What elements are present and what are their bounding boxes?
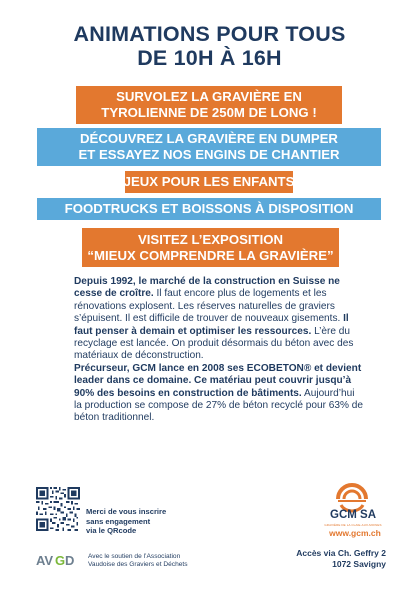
banner-foodtrucks-line-1: FOODTRUCKS ET BOISSONS À DISPOSITION [64, 201, 354, 216]
access-address [296, 548, 386, 570]
banner-dumper-line-1: DÉCOUVREZ LA GRAVIÈRE EN DUMPER [80, 131, 338, 146]
title-line-1: ANIMATIONS POUR TOUS [73, 22, 346, 46]
svg-text:G: G [55, 553, 66, 567]
body-p2-rest: Aujourd’hui la production se compose de 27% de béton recyclé pour 63% de béton traditionnel. [74, 387, 363, 424]
access-line-1: Accès via Ch. Geffry 2 [296, 548, 386, 558]
banner-exhibition-line-1: VISITEZ L’EXPOSITION [137, 231, 284, 247]
gcm-company-name: GCM SA [330, 509, 376, 521]
gcm-website-link[interactable]: www.gcm.ch [329, 528, 381, 538]
banner-kids-games-line-1: JEUX POUR LES ENFANTS [123, 174, 295, 189]
avgd-caption [88, 553, 248, 570]
qr-caption-line-1: Merci de vous inscrire [86, 507, 167, 516]
avgd-caption-line-2: Vaudoise des Graviers et Déchets [88, 561, 188, 569]
banner-zipline [76, 86, 342, 124]
banner-dumper-line-2: ET ESSAYEZ NOS ENGINS DE CHANTIER [78, 147, 340, 162]
qr-code[interactable] [36, 487, 80, 531]
body-p1-bold-2: Il faut penser à demain et optimiser les ressources. [74, 313, 349, 337]
banner-kids-games [125, 171, 293, 193]
body-p2-bold: Précurseur, GCM lance en 2008 ses ECOBETON® et devient leader dans ce domaine. Ce matériau peut couvrir jusqu’à 90% des besoins en construction de bâtiments. [74, 362, 362, 399]
body-p1-rest: Il faut encore plus de logements et les rénovations explosent. Les réserves naturelles de graviers s’épuisent. Il est difficile de trouver de nouveaux gisements. [74, 288, 341, 325]
avgd-logo [36, 553, 84, 567]
avgd-caption-line-1: Avec le soutien de l’Association [88, 553, 181, 560]
qr-caption-line-3: via le QRcode [86, 526, 137, 535]
gcm-tagline: GRAVIÈRE DE LA CLAIE-AUX-MOINES [324, 523, 382, 527]
qr-caption [86, 507, 176, 536]
body-text [74, 276, 364, 425]
svg-text:D: D [65, 553, 75, 567]
body-p1-bold: Depuis 1992, le marché de la construction en Suisse ne cesse de croître. [74, 276, 340, 300]
banner-exhibition [82, 228, 339, 267]
banner-exhibition-line-2: “MIEUX COMPRENDRE LA GRAVIÈRE” [87, 247, 334, 263]
svg-text:AV: AV [36, 553, 54, 567]
banner-dumper [37, 128, 381, 166]
access-line-2: 1072 Savigny [332, 559, 386, 569]
qr-caption-line-2: sans engagement [86, 516, 151, 526]
body-paragraph-2 [74, 363, 364, 425]
banner-zipline-line-2: TYROLIENNE DE 250M DE LONG ! [101, 105, 317, 120]
title-line-2: DE 10H À 16H [137, 46, 282, 70]
body-paragraph-1 [74, 276, 364, 363]
banner-foodtrucks [37, 198, 381, 220]
banner-zipline-line-1: SURVOLEZ LA GRAVIÈRE EN [116, 89, 302, 104]
body-p1-rest-2: L’ère du recyclage est lancée. On produit désormais du béton avec des matériaux de déconstruction. [74, 325, 354, 362]
page-title [0, 22, 419, 70]
